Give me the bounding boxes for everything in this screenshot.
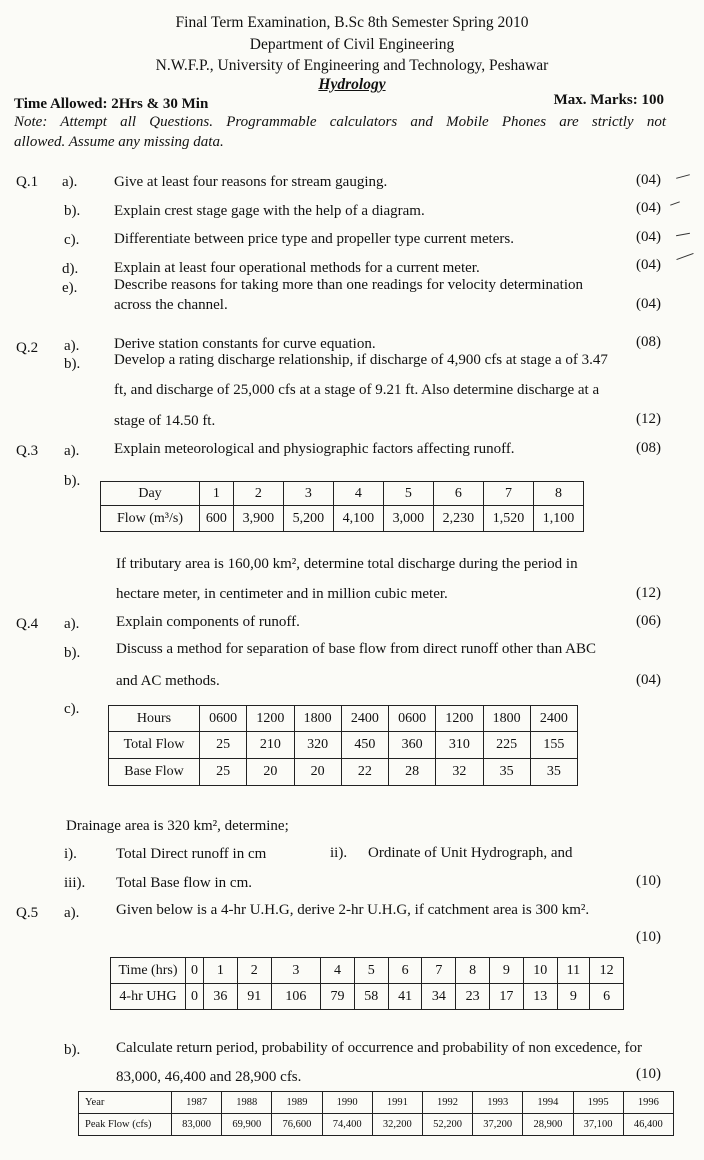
university: N.W.F.P., University of Engineering and Technology, Peshawar	[155, 57, 549, 74]
table-cell: 22	[341, 759, 388, 786]
q2a-marks: (08)	[636, 334, 661, 350]
q4a-label: a).	[64, 616, 80, 632]
table-cell: 3,000	[383, 506, 433, 532]
q4b-text-2: and AC methods.	[116, 673, 220, 689]
q1a-text: Give at least four reasons for stream gauging.	[114, 174, 388, 190]
table-cell: Hours	[109, 706, 200, 732]
department: Department of Civil Engineering	[249, 36, 455, 53]
q1c-marks: (04)	[636, 229, 661, 245]
table-cell: 320	[294, 732, 341, 759]
q5a-marks: (10)	[636, 929, 661, 945]
table-cell: 6	[388, 958, 422, 984]
q5a-text: Given below is a 4-hr U.H.G, derive 2-hr U.H.G, if catchment area is 300 km².	[116, 902, 590, 918]
table-cell: 13	[523, 984, 557, 1010]
table-cell: 1	[204, 958, 238, 984]
table-row	[111, 958, 624, 984]
table-cell: 17	[490, 984, 524, 1010]
table-cell: 32,200	[372, 1114, 422, 1136]
q4c-label: c).	[64, 701, 80, 717]
q3b-marks: (12)	[636, 585, 661, 601]
table-cell: 23	[456, 984, 490, 1010]
note-line-2: allowed. Assume any missing data.	[14, 134, 224, 150]
table-cell: 20	[294, 759, 341, 786]
drainage-text: Drainage area is 320 km², determine;	[66, 818, 289, 834]
table-cell: 0600	[389, 706, 436, 732]
pen-tick-mark	[676, 174, 690, 179]
table-cell: 2	[233, 482, 283, 506]
table-cell: 450	[341, 732, 388, 759]
table-cell: 1993	[473, 1092, 523, 1114]
q1e-label: e).	[62, 280, 78, 296]
table-cell: 5	[354, 958, 388, 984]
q4-ii-text: Ordinate of Unit Hydrograph, and	[368, 845, 573, 861]
table-cell: 4	[321, 958, 355, 984]
table-row	[109, 759, 578, 786]
q1a-marks: (04)	[636, 172, 661, 188]
table-cell: 20	[247, 759, 294, 786]
table-cell: 74,400	[322, 1114, 372, 1136]
q2b-marks: (12)	[636, 411, 661, 427]
q2a-label: a).	[64, 338, 80, 354]
table-cell: 7	[483, 482, 533, 506]
table-cell: 2400	[341, 706, 388, 732]
table-cell: 11	[557, 958, 590, 984]
table-cell: 210	[247, 732, 294, 759]
table-cell: 9	[557, 984, 590, 1010]
table-cell: Flow (m³/s)	[101, 506, 200, 532]
table-cell: 41	[388, 984, 422, 1010]
table-row	[111, 984, 624, 1010]
table-cell: 310	[436, 732, 483, 759]
table-row	[79, 1092, 674, 1114]
table-cell: 10	[523, 958, 557, 984]
table-cell: 2,230	[433, 506, 483, 532]
table-cell: 32	[436, 759, 483, 786]
q2-number: Q.2	[16, 340, 39, 356]
q1d-marks: (04)	[636, 257, 661, 273]
q2b-label: b).	[64, 356, 81, 372]
table-cell: 225	[483, 732, 530, 759]
table-cell: 600	[200, 506, 234, 532]
q5-peak-flow-table	[78, 1091, 674, 1136]
table-cell: 1,520	[483, 506, 533, 532]
table-cell: Base Flow	[109, 759, 200, 786]
q3-number: Q.3	[16, 443, 39, 459]
pen-tick-mark	[676, 253, 693, 260]
table-cell: 5	[383, 482, 433, 506]
table-cell: 69,900	[222, 1114, 272, 1136]
table-cell: 2	[237, 958, 271, 984]
table-cell: 25	[200, 732, 247, 759]
table-cell: 1991	[372, 1092, 422, 1114]
table-cell: 79	[321, 984, 355, 1010]
q3a-text: Explain meteorological and physiographic factors affecting runoff.	[114, 441, 515, 457]
table-cell: 83,000	[172, 1114, 222, 1136]
q4-iii-label: iii).	[64, 875, 86, 891]
table-cell: 1992	[422, 1092, 472, 1114]
table-cell: 1800	[483, 706, 530, 732]
table-row	[109, 706, 578, 732]
table-cell: 1	[200, 482, 234, 506]
q3a-marks: (08)	[636, 440, 661, 456]
q1e-text-1: Describe reasons for taking more than one readings for velocity determination	[114, 277, 584, 293]
table-cell: 12	[590, 958, 624, 984]
note-line-1: Note: Attempt all Questions. Programmable calculators and Mobile Phones are strictly not	[14, 114, 666, 130]
table-cell: 28,900	[523, 1114, 573, 1136]
table-cell: Time (hrs)	[111, 958, 186, 984]
table-cell: 155	[530, 732, 577, 759]
q4-marks: (10)	[636, 873, 661, 889]
table-row	[101, 482, 584, 506]
table-cell: Peak Flow (cfs)	[79, 1114, 172, 1136]
table-cell: 8	[533, 482, 583, 506]
q5-number: Q.5	[16, 905, 39, 921]
q4-i-label: i).	[64, 846, 77, 862]
table-cell: 0	[186, 984, 204, 1010]
table-cell: 37,200	[473, 1114, 523, 1136]
q4b-text-1: Discuss a method for separation of base flow from direct runoff other than ABC	[116, 641, 597, 657]
pen-tick-mark	[676, 233, 690, 236]
table-cell: 6	[433, 482, 483, 506]
table-cell: 46,400	[623, 1114, 673, 1136]
q4-flow-table	[108, 705, 578, 786]
q4b-label: b).	[64, 645, 81, 661]
q5a-label: a).	[64, 905, 80, 921]
table-cell: 3	[271, 958, 321, 984]
q1b-marks: (04)	[636, 200, 661, 216]
q3b-text-1: If tributary area is 160,00 km², determine total discharge during the period in	[116, 556, 578, 572]
table-cell: 5,200	[283, 506, 333, 532]
q1b-text: Explain crest stage gage with the help of a diagram.	[114, 203, 425, 219]
table-cell: 1200	[436, 706, 483, 732]
q1c-text: Differentiate between price type and propeller type current meters.	[114, 231, 514, 247]
table-cell: 6	[590, 984, 624, 1010]
table-cell: 3	[283, 482, 333, 506]
table-cell: 35	[530, 759, 577, 786]
table-cell: 1200	[247, 706, 294, 732]
table-cell: 0600	[200, 706, 247, 732]
q4-ii-label: ii).	[330, 845, 348, 861]
q2a-text: Derive station constants for curve equation.	[114, 336, 376, 352]
table-cell: 1996	[623, 1092, 673, 1114]
q2b-text-2: ft, and discharge of 25,000 cfs at a stage of 9.21 ft. Also determine discharge at a	[114, 382, 600, 398]
q1c-label: c).	[64, 232, 80, 248]
q5b-marks: (10)	[636, 1066, 661, 1082]
q3b-text-2: hectare meter, in centimeter and in million cubic meter.	[116, 586, 448, 602]
table-cell: 3,900	[233, 506, 283, 532]
table-cell: Year	[79, 1092, 172, 1114]
q1e-marks: (04)	[636, 296, 661, 312]
q4-iii-text: Total Base flow in cm.	[116, 875, 253, 891]
table-cell: 52,200	[422, 1114, 472, 1136]
time-allowed: Time Allowed: 2Hrs & 30 Min	[14, 96, 209, 112]
q1a-label: a).	[62, 174, 78, 190]
table-cell: 36	[204, 984, 238, 1010]
table-cell: 58	[354, 984, 388, 1010]
table-row	[101, 506, 584, 532]
table-cell: 2400	[530, 706, 577, 732]
q1d-label: d).	[62, 261, 79, 277]
q2b-text-3: stage of 14.50 ft.	[114, 413, 216, 429]
table-cell: 8	[456, 958, 490, 984]
table-cell: 1990	[322, 1092, 372, 1114]
q5-uhg-table	[110, 957, 624, 1010]
table-row	[79, 1114, 674, 1136]
table-cell: 1987	[172, 1092, 222, 1114]
table-cell: 7	[422, 958, 456, 984]
table-cell: 37,100	[573, 1114, 623, 1136]
q4-number: Q.4	[16, 616, 39, 632]
table-cell: Total Flow	[109, 732, 200, 759]
table-cell: 1988	[222, 1092, 272, 1114]
q1b-label: b).	[64, 203, 81, 219]
q4b-marks: (04)	[636, 672, 661, 688]
q4-i-text: Total Direct runoff in cm	[116, 846, 267, 862]
table-cell: 106	[271, 984, 321, 1010]
exam-title: Final Term Examination, B.Sc 8th Semester Spring 2010	[175, 14, 529, 31]
table-cell: 1,100	[533, 506, 583, 532]
table-row	[109, 732, 578, 759]
q4a-marks: (06)	[636, 613, 661, 629]
table-cell: 4	[333, 482, 383, 506]
subject: Hydrology	[318, 76, 386, 93]
table-cell: 4,100	[333, 506, 383, 532]
table-cell: 35	[483, 759, 530, 786]
table-cell: 1994	[523, 1092, 573, 1114]
q1d-text: Explain at least four operational methods for a current meter.	[114, 260, 480, 276]
max-marks: Max. Marks: 100	[553, 92, 664, 108]
table-cell: 1800	[294, 706, 341, 732]
table-cell: 360	[389, 732, 436, 759]
table-cell: 1989	[272, 1092, 322, 1114]
q1-number: Q.1	[16, 174, 39, 190]
q3-flow-table	[100, 481, 584, 532]
table-cell: Day	[101, 482, 200, 506]
table-cell: 4-hr UHG	[111, 984, 186, 1010]
q5b-text-2: 83,000, 46,400 and 28,900 cfs.	[116, 1069, 302, 1085]
pen-tick-mark	[670, 201, 680, 205]
q1e-text-2: across the channel.	[114, 297, 228, 313]
table-cell: 25	[200, 759, 247, 786]
table-cell: 0	[186, 958, 204, 984]
table-cell: 34	[422, 984, 456, 1010]
table-cell: 76,600	[272, 1114, 322, 1136]
table-cell: 28	[389, 759, 436, 786]
q4a-text: Explain components of runoff.	[116, 614, 300, 630]
table-cell: 1995	[573, 1092, 623, 1114]
q3b-label: b).	[64, 473, 81, 489]
q5b-text-1: Calculate return period, probability of occurrence and probability of non excedence, for	[116, 1040, 643, 1056]
table-cell: 91	[237, 984, 271, 1010]
table-cell: 9	[490, 958, 524, 984]
q5b-label: b).	[64, 1042, 81, 1058]
q3a-label: a).	[64, 443, 80, 459]
q2b-text-1: Develop a rating discharge relationship, if discharge of 4,900 cfs at stage a of 3.47	[114, 352, 608, 368]
